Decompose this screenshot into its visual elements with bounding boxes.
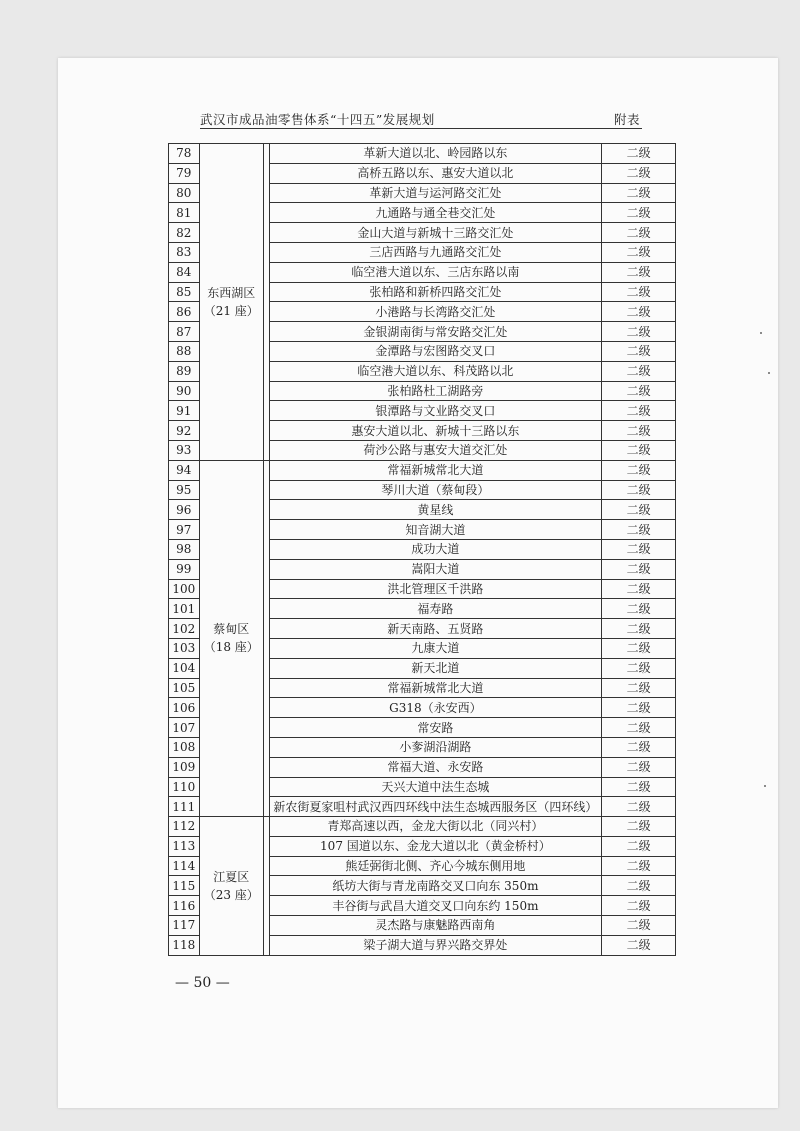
grade-cell: 二级 [602, 757, 676, 777]
district-name: 江夏区 [213, 869, 250, 884]
location-cell: 福寿路 [269, 599, 602, 619]
grade-cell: 二级 [602, 619, 676, 639]
grade-cell: 二级 [602, 658, 676, 678]
location-cell: 银潭路与文业路交叉口 [269, 401, 602, 421]
row-number: 90 [169, 381, 200, 401]
district-cell [199, 817, 263, 956]
grade-cell: 二级 [602, 480, 676, 500]
row-number: 100 [169, 579, 200, 599]
row-number: 106 [169, 698, 200, 718]
row-number: 87 [169, 322, 200, 342]
grade-cell: 二级 [602, 203, 676, 223]
location-cell: 新农街夏家咀村武汉西四环线中法生态城西服务区（四环线） [269, 797, 602, 817]
page-header [200, 108, 642, 129]
row-number: 88 [169, 341, 200, 361]
location-cell: 青郑高速以西，金龙大街以北（同兴村） [269, 817, 602, 837]
location-cell: 天兴大道中法生态城 [269, 777, 602, 797]
grade-cell: 二级 [602, 183, 676, 203]
row-number: 94 [169, 460, 200, 480]
row-number: 78 [169, 144, 200, 164]
location-cell: 黄星线 [269, 500, 602, 520]
row-number: 83 [169, 242, 200, 262]
location-cell: 九通路与通全巷交汇处 [269, 203, 602, 223]
location-cell: 常福大道、永安路 [269, 757, 602, 777]
row-number: 93 [169, 440, 200, 460]
row-number: 117 [169, 916, 200, 936]
grade-cell: 二级 [602, 856, 676, 876]
header-title: 武汉市成品油零售体系“十四五”发展规划 [200, 112, 435, 127]
location-cell: 三店西路与九通路交汇处 [269, 242, 602, 262]
scan-speck [768, 372, 770, 374]
location-cell: 梁子湖大道与界兴路交界处 [269, 935, 602, 955]
grade-cell: 二级 [602, 302, 676, 322]
grade-cell: 二级 [602, 282, 676, 302]
grade-cell: 二级 [602, 163, 676, 183]
row-number: 116 [169, 896, 200, 916]
row-number: 107 [169, 718, 200, 738]
row-number: 84 [169, 262, 200, 282]
grade-cell: 二级 [602, 341, 676, 361]
table-row [169, 144, 676, 164]
row-number: 81 [169, 203, 200, 223]
location-cell: 九康大道 [269, 638, 602, 658]
grade-cell: 二级 [602, 718, 676, 738]
location-cell: 灵杰路与康魅路西南角 [269, 916, 602, 936]
district-count: （18 座） [203, 640, 259, 655]
grade-cell: 二级 [602, 797, 676, 817]
location-cell: 革新大道以北、岭园路以东 [269, 144, 602, 164]
grade-cell: 二级 [602, 599, 676, 619]
location-cell: 纸坊大街与青龙南路交叉口向东 350m [269, 876, 602, 896]
location-cell: 革新大道与运河路交汇处 [269, 183, 602, 203]
grade-cell: 二级 [602, 579, 676, 599]
location-cell: 金山大道与新城十三路交汇处 [269, 223, 602, 243]
grade-cell: 二级 [602, 916, 676, 936]
row-number: 108 [169, 737, 200, 757]
row-number: 86 [169, 302, 200, 322]
location-cell: 临空港大道以东、科茂路以北 [269, 361, 602, 381]
row-number: 109 [169, 757, 200, 777]
row-number: 118 [169, 935, 200, 955]
grade-cell: 二级 [602, 817, 676, 837]
location-cell: 新天北道 [269, 658, 602, 678]
location-cell: 高桥五路以东、惠安大道以北 [269, 163, 602, 183]
row-number: 97 [169, 520, 200, 540]
table-row [169, 817, 676, 837]
row-number: 105 [169, 678, 200, 698]
row-number: 79 [169, 163, 200, 183]
location-cell: 丰谷街与武昌大道交叉口向东约 150m [269, 896, 602, 916]
row-number: 114 [169, 856, 200, 876]
grade-cell: 二级 [602, 401, 676, 421]
location-cell: 小奓湖沿湖路 [269, 737, 602, 757]
row-number: 110 [169, 777, 200, 797]
grade-cell: 二级 [602, 638, 676, 658]
grade-cell: 二级 [602, 678, 676, 698]
location-cell: 张柏路和新桥四路交汇处 [269, 282, 602, 302]
header-appendix-label: 附表 [613, 112, 640, 127]
gas-station-table [168, 143, 676, 956]
grade-cell: 二级 [602, 520, 676, 540]
grade-cell: 二级 [602, 836, 676, 856]
location-cell: 常安路 [269, 718, 602, 738]
scan-speck [760, 332, 762, 334]
grade-cell: 二级 [602, 460, 676, 480]
district-name: 东西湖区 [207, 285, 256, 300]
grade-cell: 二级 [602, 698, 676, 718]
row-number: 103 [169, 638, 200, 658]
location-cell: 新天南路、五贤路 [269, 619, 602, 639]
grade-cell: 二级 [602, 539, 676, 559]
row-number: 82 [169, 223, 200, 243]
row-number: 99 [169, 559, 200, 579]
row-number: 85 [169, 282, 200, 302]
row-number: 115 [169, 876, 200, 896]
row-number: 95 [169, 480, 200, 500]
grade-cell: 二级 [602, 500, 676, 520]
row-number: 89 [169, 361, 200, 381]
location-cell: 张柏路杜工湖路旁 [269, 381, 602, 401]
grade-cell: 二级 [602, 262, 676, 282]
location-cell: 嵩阳大道 [269, 559, 602, 579]
grade-cell: 二级 [602, 361, 676, 381]
row-number: 101 [169, 599, 200, 619]
grade-cell: 二级 [602, 876, 676, 896]
grade-cell: 二级 [602, 777, 676, 797]
scan-speck [764, 785, 766, 787]
row-number: 104 [169, 658, 200, 678]
row-number: 111 [169, 797, 200, 817]
row-number: 91 [169, 401, 200, 421]
table-row [169, 460, 676, 480]
location-cell: 小港路与长湾路交汇处 [269, 302, 602, 322]
district-cell [199, 144, 263, 461]
district-count: （21 座） [203, 303, 259, 318]
grade-cell: 二级 [602, 421, 676, 441]
grade-cell: 二级 [602, 381, 676, 401]
location-cell: 107 国道以东、金龙大道以北（黄金桥村） [269, 836, 602, 856]
grade-cell: 二级 [602, 144, 676, 164]
location-cell: 成功大道 [269, 539, 602, 559]
grade-cell: 二级 [602, 559, 676, 579]
row-number: 96 [169, 500, 200, 520]
row-number: 112 [169, 817, 200, 837]
grade-cell: 二级 [602, 440, 676, 460]
grade-cell: 二级 [602, 737, 676, 757]
row-number: 98 [169, 539, 200, 559]
location-cell: 熊廷弼街北侧、齐心今城东侧用地 [269, 856, 602, 876]
location-cell: 荷沙公路与惠安大道交汇处 [269, 440, 602, 460]
location-cell: 金潭路与宏图路交叉口 [269, 341, 602, 361]
grade-cell: 二级 [602, 322, 676, 342]
location-cell: 洪北管理区千洪路 [269, 579, 602, 599]
location-cell: 金银湖南街与常安路交汇处 [269, 322, 602, 342]
grade-cell: 二级 [602, 242, 676, 262]
page-number: — 50 — [175, 975, 230, 991]
row-number: 102 [169, 619, 200, 639]
location-cell: 惠安大道以北、新城十三路以东 [269, 421, 602, 441]
grade-cell: 二级 [602, 896, 676, 916]
location-cell: 常福新城常北大道 [269, 460, 602, 480]
location-cell: 知音湖大道 [269, 520, 602, 540]
district-name: 蔡甸区 [213, 622, 250, 637]
district-count: （23 座） [203, 887, 259, 902]
location-cell: 常福新城常北大道 [269, 678, 602, 698]
grade-cell: 二级 [602, 935, 676, 955]
grade-cell: 二级 [602, 223, 676, 243]
location-cell: 琴川大道（蔡甸段） [269, 480, 602, 500]
row-number: 92 [169, 421, 200, 441]
row-number: 113 [169, 836, 200, 856]
location-cell: G318（永安西） [269, 698, 602, 718]
district-cell [199, 460, 263, 816]
row-number: 80 [169, 183, 200, 203]
location-cell: 临空港大道以东、三店东路以南 [269, 262, 602, 282]
